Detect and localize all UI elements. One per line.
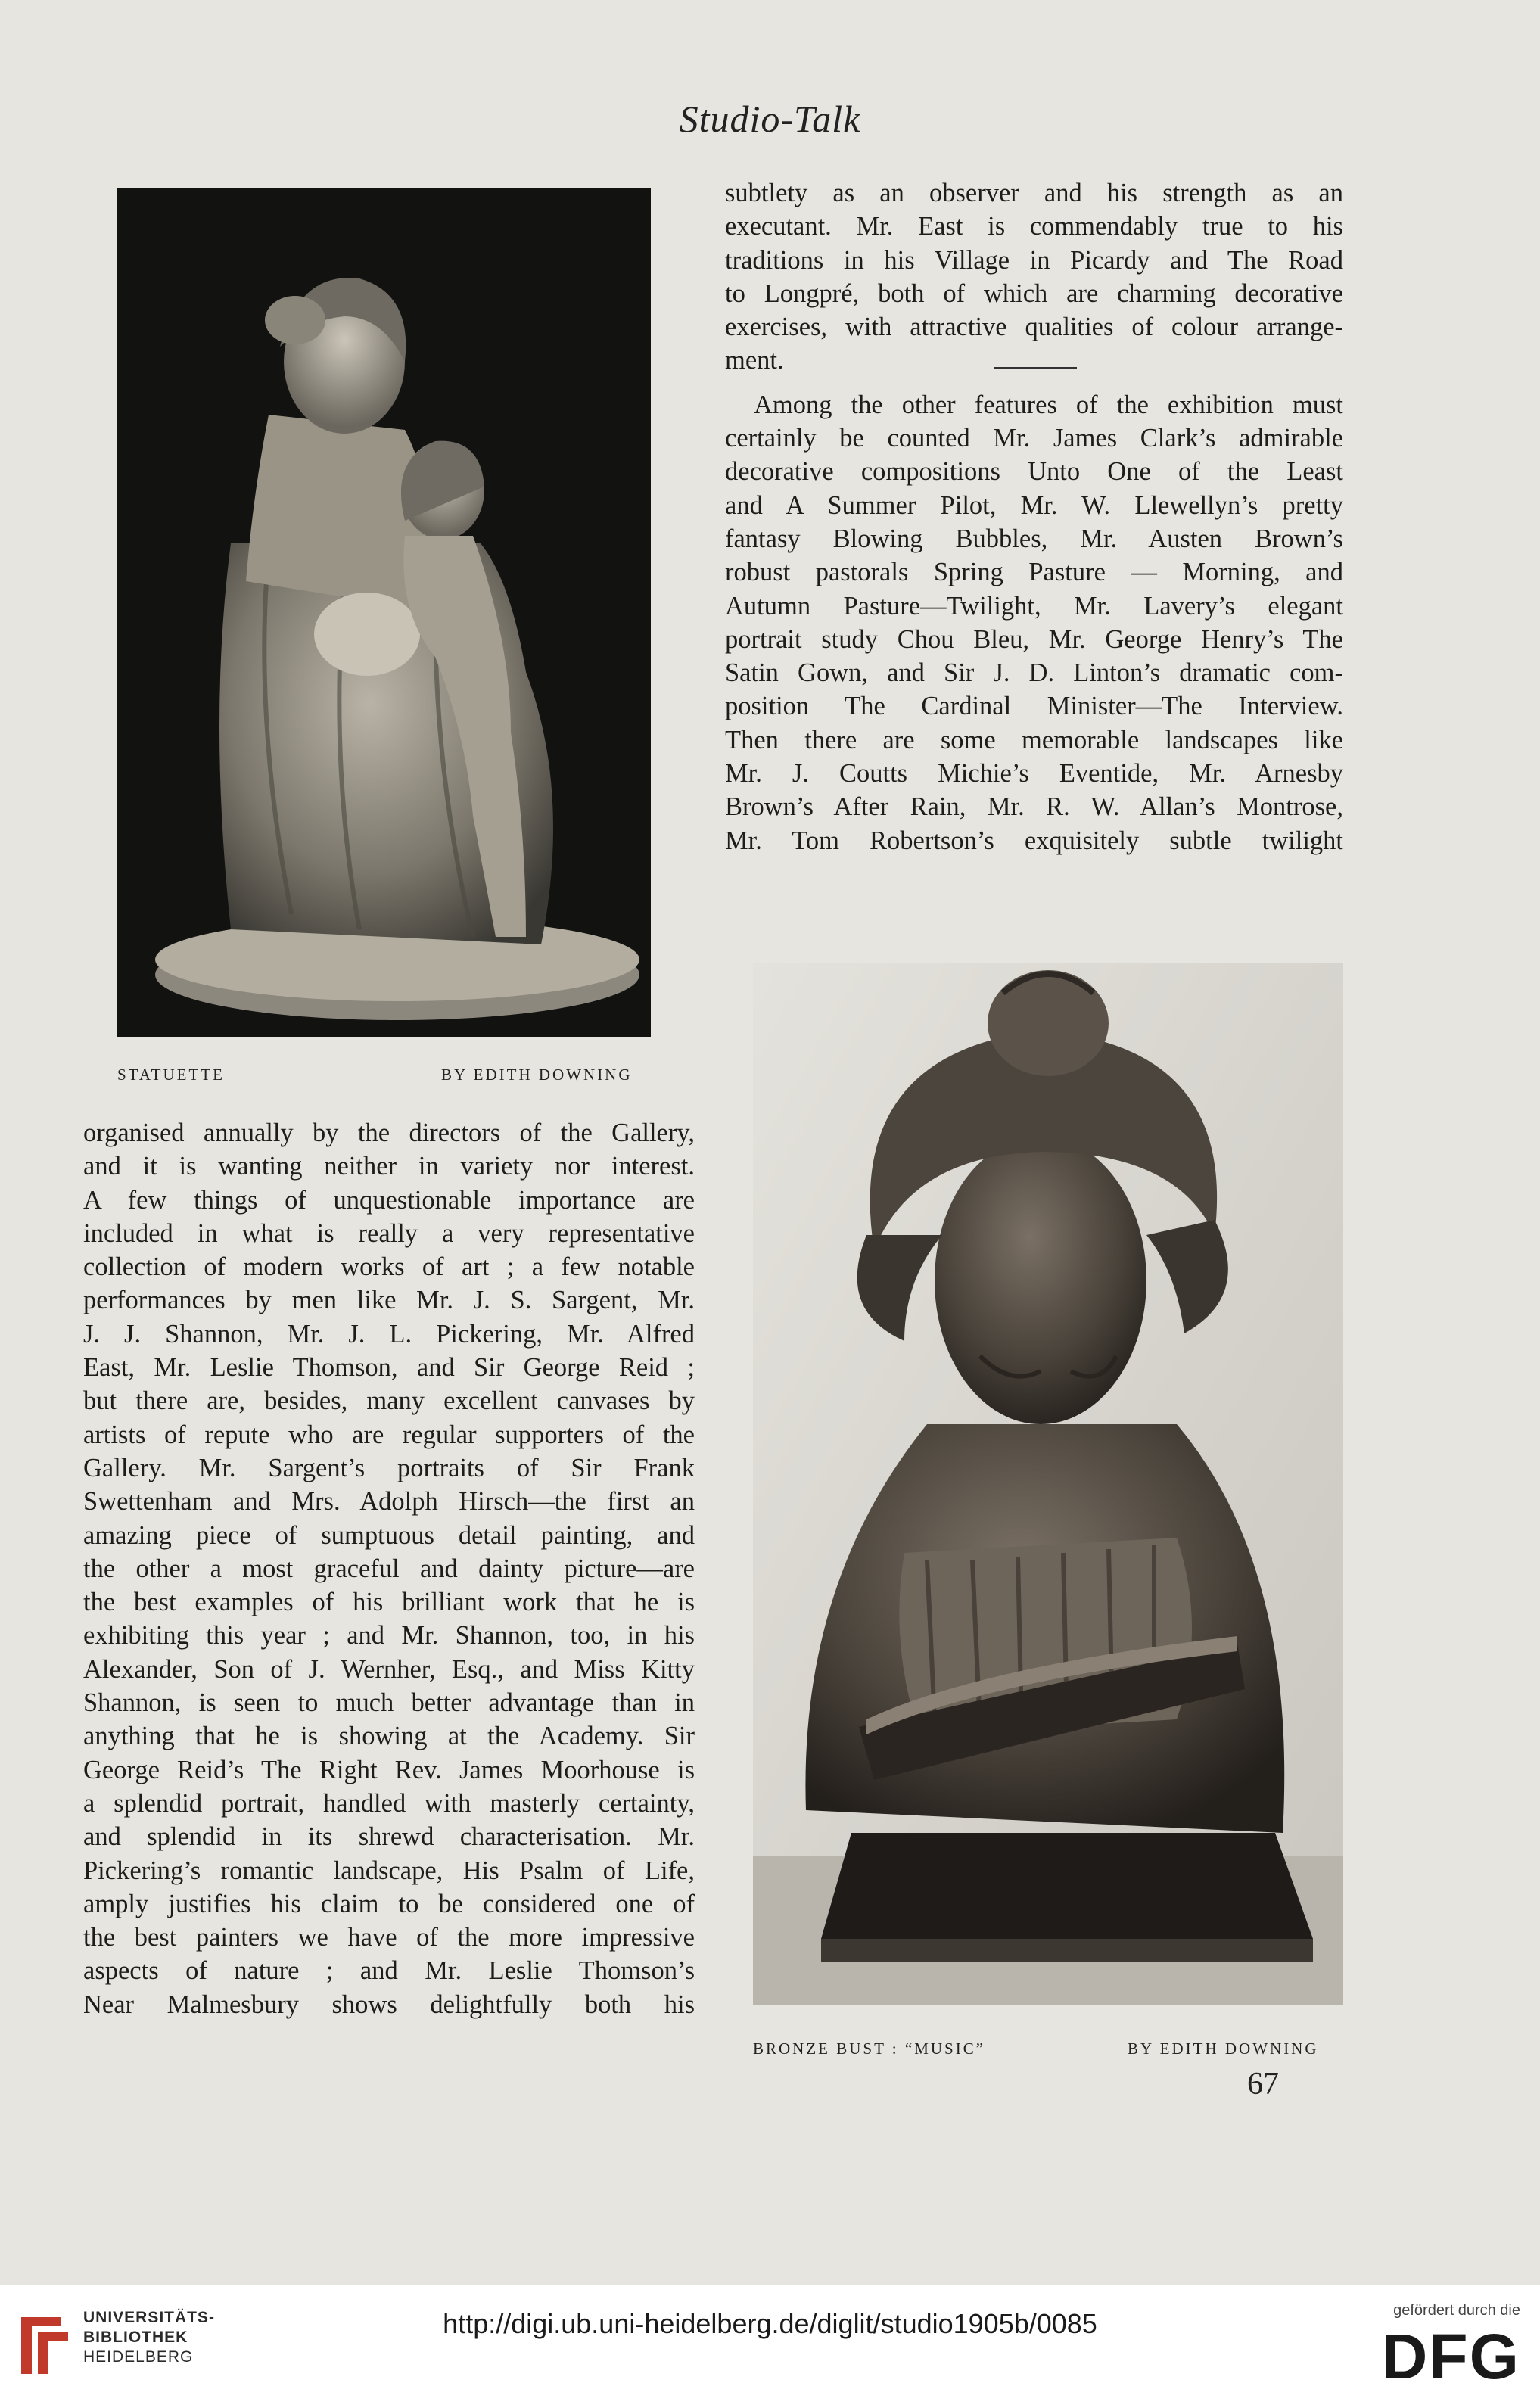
statuette-caption-title: STATUETTE: [117, 1066, 225, 1084]
permalink-url[interactable]: http://digi.ub.uni-heidelberg.de/diglit/studio1905b/0085: [443, 2308, 1097, 2339]
text-line: A few things of unquestionable importance are: [83, 1185, 695, 1215]
text-line: certainly be counted Mr. James Clark’s admirable: [725, 424, 1343, 453]
text-line: decorative compositions Unto One of the Least: [725, 457, 1343, 487]
text-line: amply justifies his claim to be considered one of: [83, 1889, 695, 1918]
text-line: organised annually by the directors of the Gallery,: [83, 1118, 695, 1147]
text-line: anything that he is showing at the Academy. Sir: [83, 1722, 695, 1751]
text-line: Mr. J. Coutts Michie’s Eventide, Mr. Arnesby: [725, 759, 1343, 789]
text-line: performances by men like Mr. J. S. Sargent, Mr.: [83, 1286, 695, 1315]
text-line: robust pastorals Spring Pasture — Morning, and: [725, 558, 1343, 587]
dfg-logo: DFG: [1381, 2321, 1520, 2392]
right-column-text: [725, 176, 1343, 857]
text-line: the other a most graceful and dainty picture—are: [83, 1554, 695, 1583]
bronze-bust-photograph: [753, 963, 1343, 2005]
text-line: but there are, besides, many excellent canvases by: [83, 1386, 695, 1416]
text-line: Mr. Tom Robertson’s exquisitely subtle twilight: [725, 826, 1343, 855]
text-line: East, Mr. Leslie Thomson, and Sir George Reid ;: [83, 1353, 695, 1383]
library-name-line: BIBLIOTHEK: [83, 2329, 188, 2346]
digitization-footer: [0, 2285, 1540, 2408]
text-line: portrait study Chou Bleu, Mr. George Henry’s The: [725, 624, 1343, 654]
text-line: subtlety as an observer and his strength as an: [725, 179, 1343, 207]
text-line: collection of modern works of art ; a few notable: [83, 1252, 695, 1282]
text-line: and splendid in its shrewd characterisation. Mr.: [83, 1822, 695, 1852]
text-line: and it is wanting neither in variety nor interest.: [83, 1152, 695, 1181]
bust-caption-title: BRONZE BUST : “MUSIC”: [753, 2039, 986, 2058]
text-line: fantasy Blowing Bubbles, Mr. Austen Brown’s: [725, 524, 1343, 553]
text-line: position The Cardinal Minister—The Interview.: [725, 692, 1343, 721]
left-column-text: [83, 1116, 695, 2021]
page-number: 67: [1247, 2067, 1279, 2102]
text-line: Pickering’s romantic landscape, His Psalm of Life,: [83, 1856, 695, 1885]
text-line: exercises, with attractive qualities of colour arrange-: [725, 313, 1343, 342]
statuette-caption-credit: BY EDITH DOWNING: [441, 1066, 633, 1084]
text-line: Gallery. Mr. Sargent’s portraits of Sir Frank: [83, 1453, 695, 1482]
running-head: Studio-Talk: [679, 98, 861, 140]
section-divider: [994, 367, 1077, 369]
text-line: a splendid portrait, handled with masterly certainty,: [83, 1788, 695, 1818]
text-line: Among the other features of the exhibition must: [754, 390, 1343, 419]
text-line: amazing piece of sumptuous detail painting, and: [83, 1520, 695, 1550]
library-name-line: HEIDELBERG: [83, 2348, 194, 2366]
text-line: Shannon, is seen to much better advantage than in: [83, 1688, 695, 1718]
text-line: Brown’s After Rain, Mr. R. W. Allan’s Montrose,: [725, 792, 1343, 822]
text-line: to Longpré, both of which are charming decorative: [725, 278, 1343, 308]
statuette-photograph: [117, 188, 651, 1037]
funded-by-label: gefördert durch die: [1393, 2302, 1520, 2319]
text-line: Satin Gown, and Sir J. D. Linton’s dramatic com-: [725, 658, 1343, 688]
text-line: Swettenham and Mrs. Adolph Hirsch—the first an: [83, 1487, 695, 1517]
bust-caption-credit: BY EDITH DOWNING: [1128, 2039, 1319, 2058]
text-line: ment.: [725, 346, 784, 375]
text-line: aspects of nature ; and Mr. Leslie Thomson’s: [83, 1956, 695, 1986]
library-name-line: UNIVERSITÄTS-: [83, 2309, 216, 2326]
text-line: the best examples of his brilliant work that he is: [83, 1588, 695, 1617]
text-line: exhibiting this year ; and Mr. Shannon, too, in his: [83, 1621, 695, 1650]
text-line: traditions in his Village in Picardy and The Road: [725, 245, 1343, 275]
text-line: Then there are some memorable landscapes like: [725, 725, 1343, 754]
text-line: the best painters we have of the more impressive: [83, 1923, 695, 1952]
text-line: Alexander, Son of J. Wernher, Esq., and Miss Kitty: [83, 1654, 695, 1684]
text-line: included in what is really a very representative: [83, 1218, 695, 1248]
text-line: Near Malmesbury shows delightfully both his: [83, 1990, 695, 2019]
text-line: and A Summer Pilot, Mr. W. Llewellyn’s pretty: [725, 490, 1343, 520]
text-line: J. J. Shannon, Mr. J. L. Pickering, Mr. Alfred: [83, 1319, 695, 1349]
text-line: artists of repute who are regular supporters of the: [83, 1420, 695, 1449]
text-line: George Reid’s The Right Rev. James Moorhouse is: [83, 1755, 695, 1784]
text-line: Autumn Pasture—Twilight, Mr. Lavery’s elegant: [725, 591, 1343, 621]
text-line: executant. Mr. East is commendably true to his: [725, 212, 1343, 241]
